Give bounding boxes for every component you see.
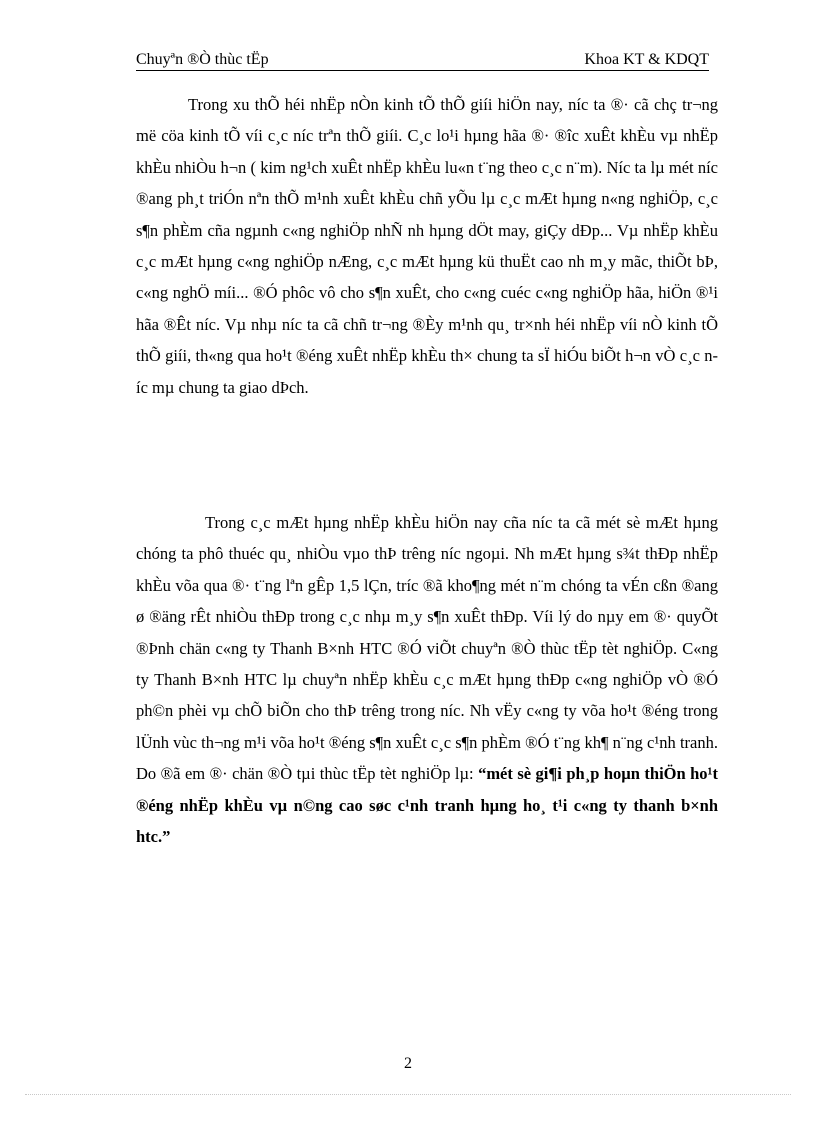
page-bottom-divider [25,1094,791,1095]
paragraph-2-text: Trong c¸c mÆt hµng nhËp khÈu hiÖn nay cña níc ta cã mét sè mÆt hµng chóng ta phô thuéc qu¸ nhiÒu vµo thÞ trêng níc ngoµi. Nh mÆt hµng s¾t thÐp nhËp khÈu võa qua ®· t¨ng lªn gÊp 1,5 lÇn, tríc ®ã kho¶ng mét n¨m chóng ta vÉn cßn ®ang ø ®äng rÊt nhiÒu thÐp trong c¸c nhµ m¸y s¶n xuÊt thÐp. Víi lý do nµy em ®· quyÕt ®Þnh chän c«ng ty Thanh B×nh HTC ®Ó viÕt chuyªn ®Ò thùc tËp tèt nghiÖp. C«ng ty Thanh B×nh HTC lµ chuyªn nhËp khÈu c¸c mÆt hµng thÐp c«ng nghiÖp vÒ ®Ó ph©n phèi vµ chÕ biÕn cho thÞ trêng trong níc. Nh vËy c«ng ty võa ho¹t ®éng trong lÜnh vùc th¬ng m¹i võa ho¹t ®éng s¶n xuÊt c¸c s¶n phÈm ®Ó t¨ng kh¶ n¨ng c¹nh tranh. Do ®ã em ®· chän ®Ò tµi thùc tËp tèt nghiÖp lµ: [136,513,718,784]
page-number: 2 [404,1055,412,1072]
header-faculty-name: Khoa KT & KDQT [584,51,709,68]
page-header [136,50,709,71]
body-paragraph-1: Trong xu thÕ héi nhËp nÒn kinh tÕ thÕ giíi hiÖn nay, níc ta ®· cã chç tr¬ng më cöa kinh tÕ víi c¸c níc trªn thÕ giíi. C¸c lo¹i hµng hãa ®· ®îc xuÊt khÈu vµ nhËp khÈu nhiÒu h¬n ( kim ng¹ch xuÊt nhËp khÈu lu«n t¨ng theo c¸c n¨m). Níc ta lµ mét níc ®ang ph¸t triÓn nªn thÕ m¹nh xuÊt khÈu chñ yÕu lµ c¸c mÆt hµng n«ng nghiÖp, c¸c s¶n phÈm cña ngµnh c«ng nghiÖp nhÑ nh hµng dÖt may, giÇy dÐp... Vµ nhËp khÈu c¸c mÆt hµng c«ng nghiÖp nÆng, c¸c mÆt hµng kü thuËt cao nh m¸y mãc, thiÕt bÞ, c«ng nghÖ míi... ®Ó phôc vô cho s¶n xuÊt, cho c«ng cuéc c«ng nghiÖp hãa, hiÖn ®¹i hãa ®Êt níc. Vµ nhµ níc ta cã chñ tr¬ng ®Èy m¹nh qu¸ tr×nh héi nhËp víi nÒ kinh tÕ thÕ giíi, th«ng qua ho¹t ®éng xuÊt nhËp khÈu th× chung ta sÏ hiÓu biÕt h¬n vÒ c¸c níc mµ chung ta giao dÞch. [136,95,718,397]
header-document-title: Chuyªn ®Ò thùc tËp [136,51,269,68]
body-paragraph-2 [136,507,718,852]
thesis-topic-title: “mét sè gi¶i ph¸p hoµn thiÖn ho¹t ®éng nhËp khÈu vµ n©ng cao søc c¹nh tranh hµng ho¸ t¹i c«ng ty thanh b×nh htc.” [136,764,719,847]
